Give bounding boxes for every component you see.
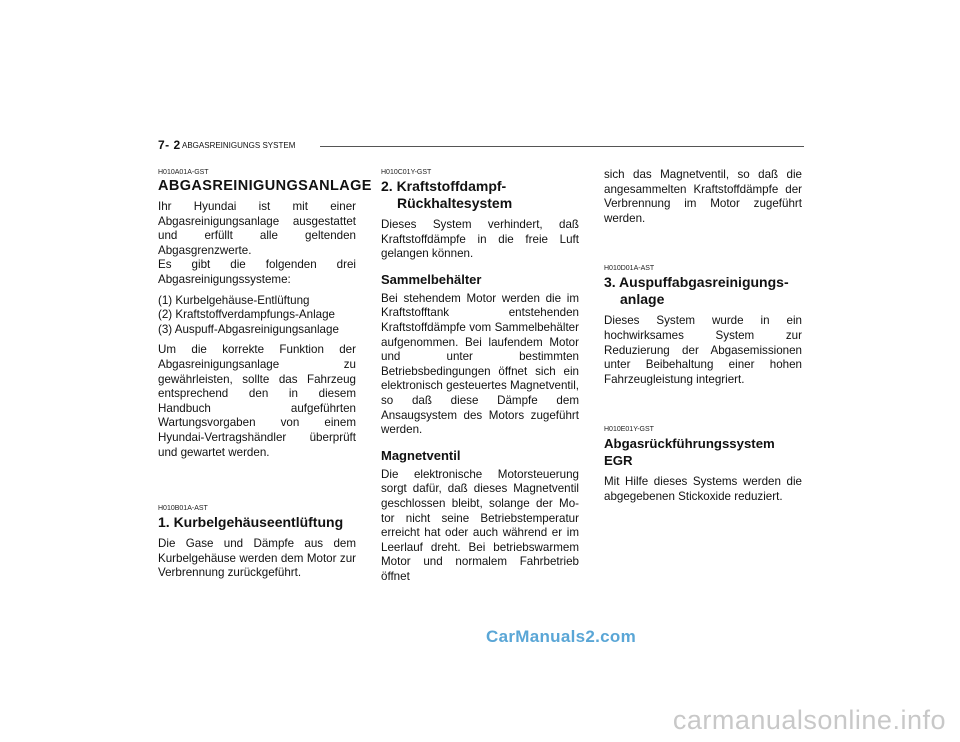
- egr-paragraph: Mit Hilfe dieses Systems werden die abgegebenen Stickoxide reduziert.: [604, 475, 802, 503]
- intro-paragraph: Ihr Hyundai ist mit einer Abgasreinigungsanlage ausgestattet und erfüllt alle geltenden Abgasgrenzwerte.: [158, 200, 356, 257]
- list-item: (2) Kraftstoffverdampfungs-Anlage: [158, 308, 336, 322]
- column-1: [158, 168, 372, 581]
- column-2: [381, 168, 579, 584]
- systems-list: [158, 294, 356, 338]
- canister-heading: Sammelbehälter: [381, 271, 482, 287]
- section-code: H010D01A-AST: [604, 265, 655, 273]
- evap-paragraph: Dieses System verhindert, daß Kraftstoffdämpfe in die freie Luft gelangen können.: [381, 218, 579, 261]
- crankcase-paragraph: Die Gase und Dämpfe aus dem Kurbelgehäuse werden dem Motor zur Verbrennung zurückgeführt.: [158, 537, 356, 580]
- systems-intro: Es gibt die folgenden drei Abgasreinigungssysteme:: [158, 258, 356, 286]
- footer-watermark: carmanualsonline.info: [672, 705, 946, 735]
- page-number: 7- 2: [158, 138, 181, 152]
- crankcase-heading: 1. Kurbelgehäuseentlüftung: [158, 514, 344, 531]
- header-rule: [320, 146, 804, 147]
- canister-paragraph: Bei stehendem Motor werden die im Kraftstofftank entstehenden Kraftstoffdämpfe vom Sammelbehälter aufgenommen. Bei laufendem Motor und unter bestimmten Betriebsbedingungen öffnet sich ein elektronisch gesteuertes Magnetventil, so daß diese Dämpfe dem Ansaugsystem des Motors zugeführt werden.: [381, 291, 579, 437]
- solenoid-paragraph: Die elektronische Motorsteuerung sorgt dafür, daß dieses Magnetventil geschlossen bleibt, solange der Mo- tor nicht seine Betriebstemperatur erreicht hat oder auch während er im Leerlauf dreht. Bei betriebswarmem Motor und normalem Fahrbetrieb öffnet: [381, 467, 579, 583]
- solenoid-heading: Magnetventil: [381, 447, 461, 463]
- section-code: H010B01A-AST: [158, 505, 208, 513]
- page-header: [158, 138, 804, 158]
- section-code: H010C01Y-GST: [381, 169, 432, 176]
- evap-heading: 2. Kraftstoffdampf- Rückhaltesystem: [381, 178, 513, 211]
- list-item: (3) Auspuff-Abgasreinigungsanlage: [158, 322, 339, 336]
- section-code: H010A01A-GST: [158, 169, 209, 176]
- column-3: [604, 168, 802, 505]
- exhaust-paragraph: Dieses System wurde in ein hochwirksames System zur Reduzierung der Abgasemissionen unter Beibehaltung einer hohen Fahrzeugleistung integriert.: [604, 314, 802, 386]
- list-item: (1) Kurbelgehäuse-Entlüftung: [158, 293, 310, 307]
- egr-heading: Abgasrückführungssystem EGR: [604, 436, 775, 469]
- watermark-logo: CarManuals2.com: [486, 627, 636, 646]
- maintenance-paragraph: Um die korrekte Funktion der Abgasreinigungsanlage zu gewährleisten, sollte das Fahrzeug entsprechend den in diesem Handbuch aufgeführten Wartungsvorgaben von einem Hyundai-Vertragshändler überprüft und gewartet werden.: [158, 343, 356, 459]
- main-heading: ABGASREINIGUNGSANLAGE: [158, 178, 372, 194]
- section-code: H010E01Y-GST: [604, 426, 654, 434]
- section-title: ABGASREINIGUNGS SYSTEM: [182, 141, 296, 150]
- exhaust-heading: 3. Auspuffabgasreinigungs- anlage: [604, 274, 789, 308]
- solenoid-continuation: sich das Magnetventil, so daß die angesammelten Kraftstoffdämpfe der Verbrennung im Motor zugeführt werden.: [604, 168, 802, 225]
